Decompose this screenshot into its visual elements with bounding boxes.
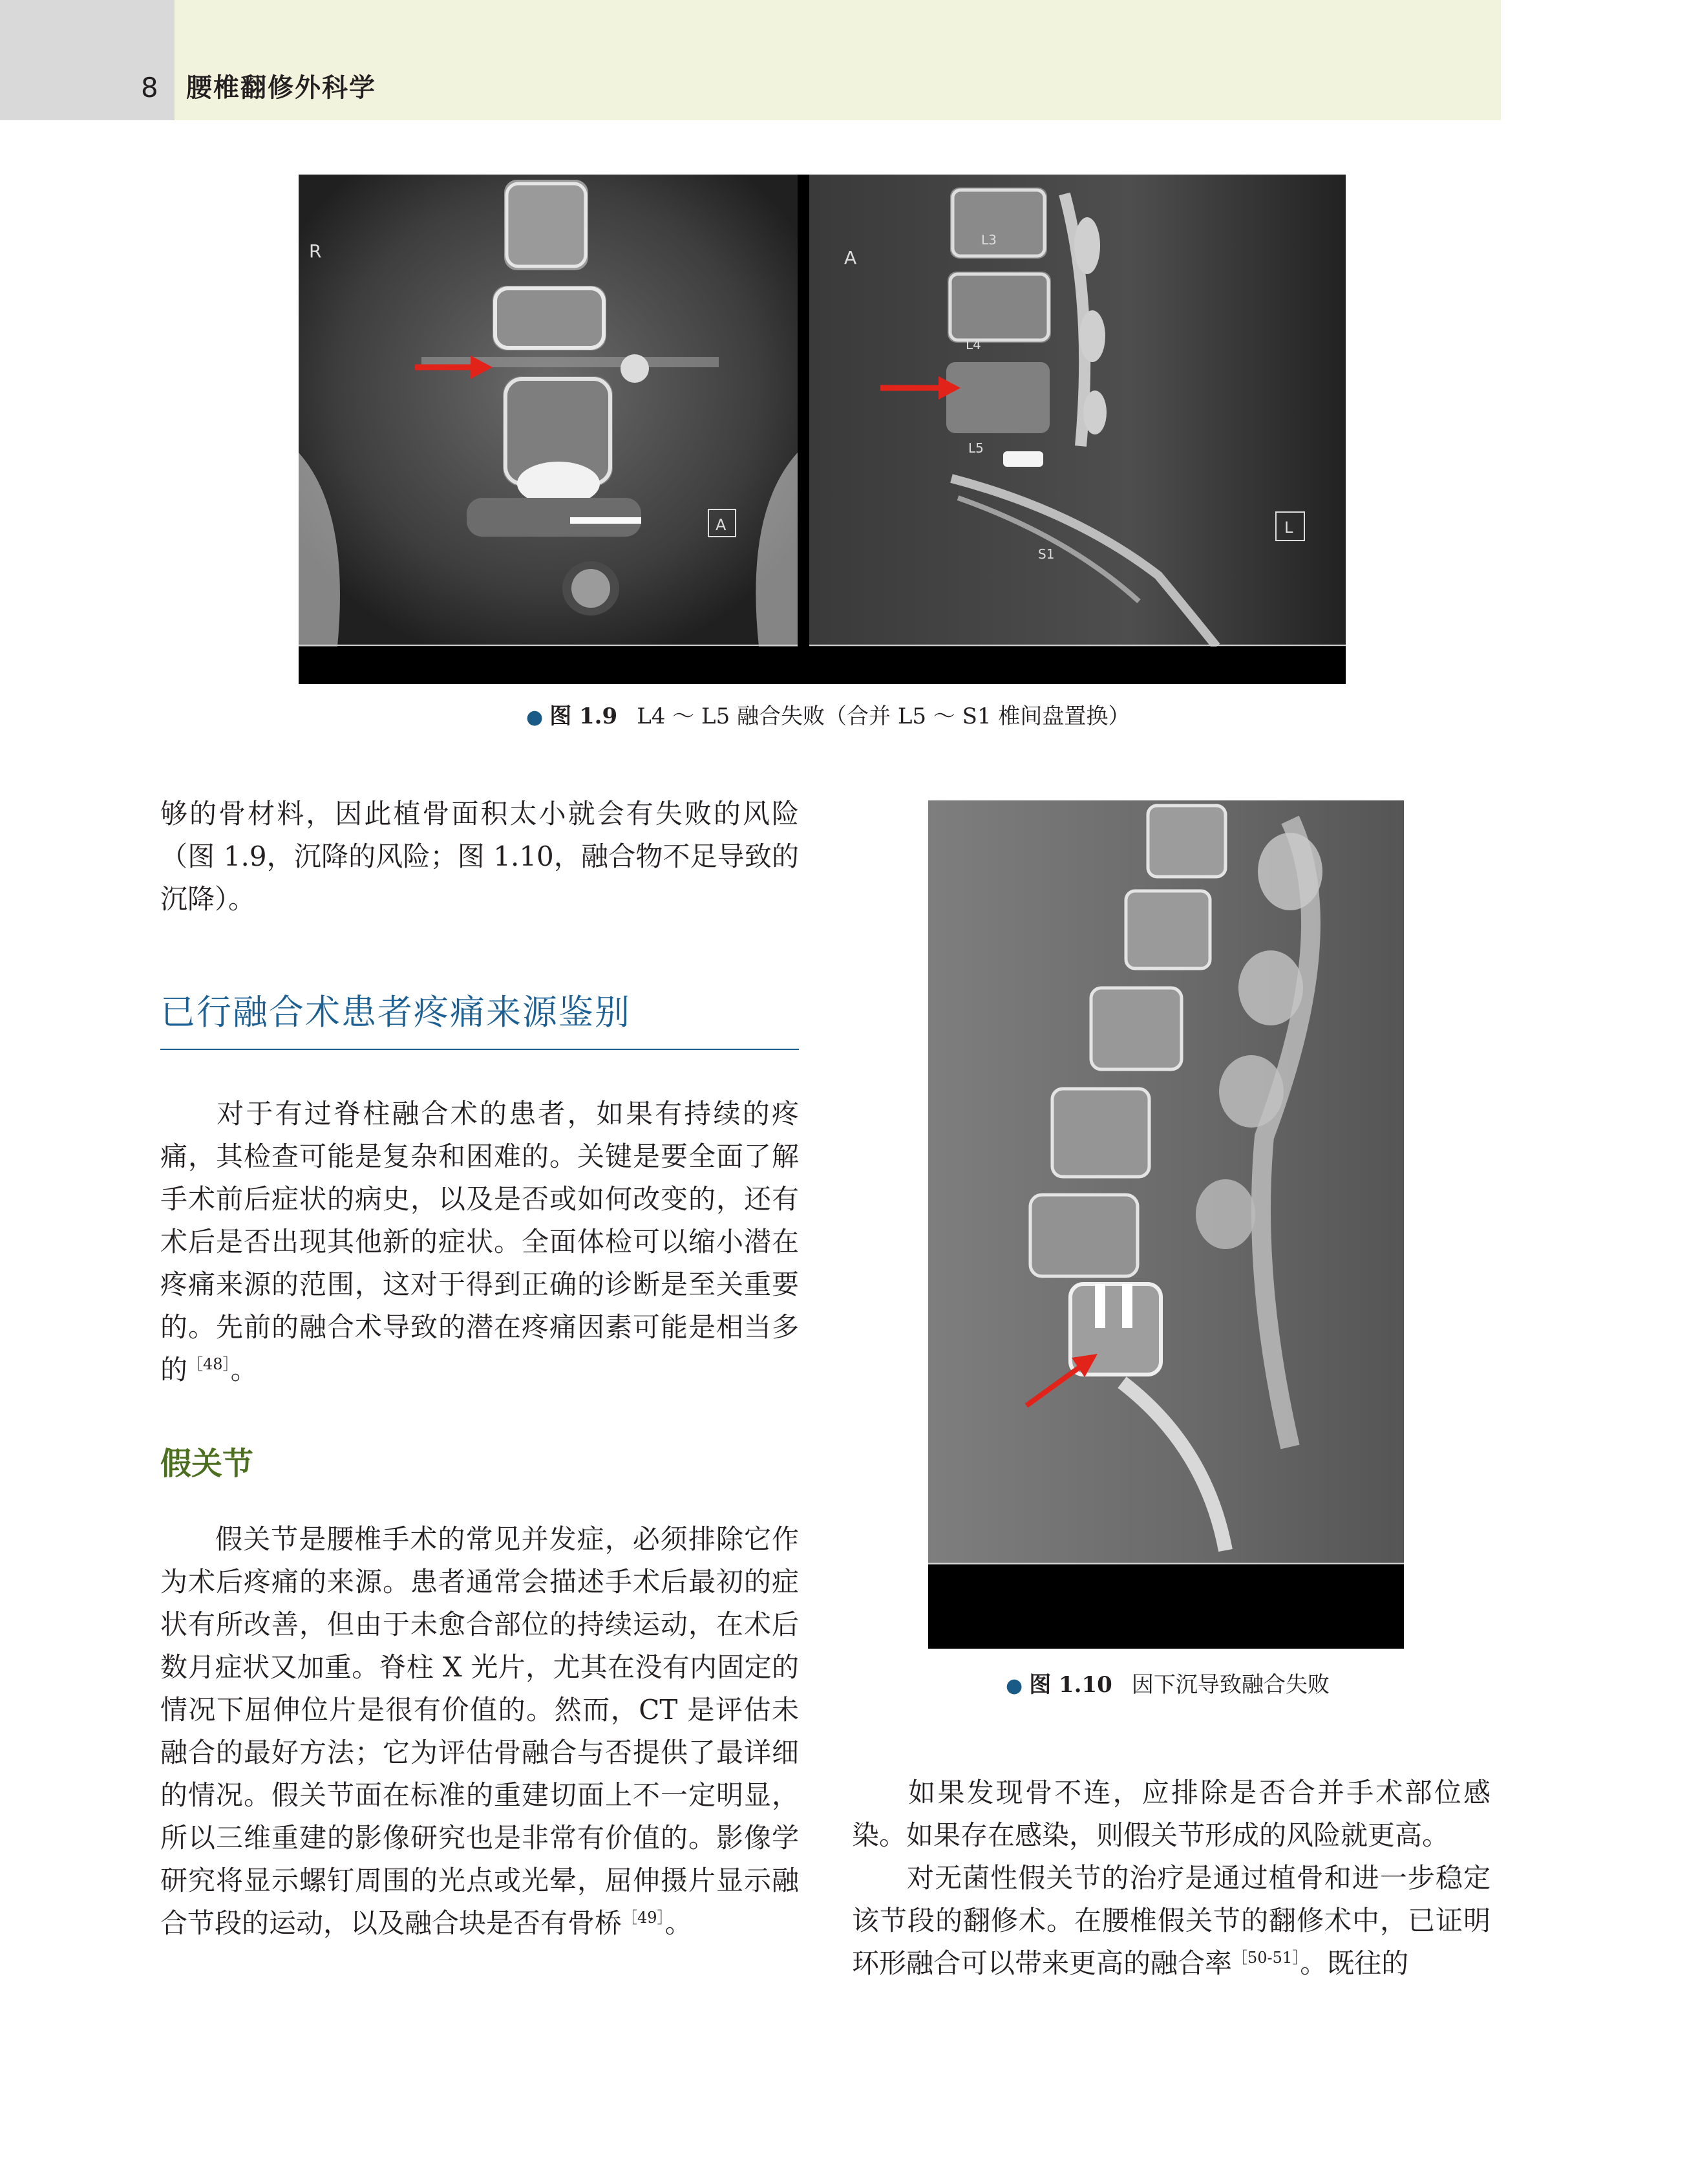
book-title: 腰椎翻修外科学 — [186, 72, 376, 103]
citation-ref: ［50-51］ — [1232, 1949, 1300, 1967]
caption-number: 图 1.9 — [549, 703, 618, 729]
section-title: 已行融合术患者疼痛来源鉴别 — [160, 992, 631, 1033]
paragraph-text: 如果发现骨不连，应排除是否合并手术部位感染。如果存在感染，则假关节形成的风险就更高。 — [852, 1777, 1491, 1851]
right-paragraph-2 — [852, 1857, 1491, 1985]
figure-1-10 — [928, 800, 1404, 1649]
ct-right-panel — [809, 175, 1346, 647]
paragraph-text: 对于有过脊柱融合术的患者，如果有持续的疼痛，其检查可能是复杂和困难的。关键是要全面了解手术前后症状的病史，以及是否或如何改变的，还有术后是否出现其他新的症状。全面体检可以缩小潜在疼痛来源的范围，这对于得到正确的诊断是至关重要的。先前的融合术导致的潜在疼痛因素可能是相当多的 — [160, 1098, 799, 1386]
right-paragraph-1 — [852, 1772, 1491, 1857]
figure-1-10-caption — [1006, 1671, 1330, 1700]
intro-text: 够的骨材料，因此植骨面积太小就会有失败的风险（图 1.9，沉降的风险；图 1.10，融合物不足导致的沉降）。 — [160, 798, 799, 915]
section-paragraph-1 — [160, 1093, 799, 1391]
section-divider — [160, 1049, 799, 1050]
ct-left-panel — [299, 175, 798, 647]
paragraph-end: 。既往的 — [1300, 1947, 1409, 1979]
caption-number: 图 1.10 — [1029, 1672, 1112, 1698]
paragraph-end: 。 — [230, 1354, 258, 1386]
citation-ref: ［49］ — [622, 1909, 665, 1927]
paragraph-text: 对无菌性假关节的治疗是通过植骨和进一步稳定该节段的翻修术。在腰椎假关节的翻修术中，已证明环形融合可以带来更高的融合率 — [852, 1862, 1491, 1979]
caption-bullet-icon: ● — [526, 706, 544, 729]
paragraph-end: 。 — [664, 1907, 692, 1939]
level-s1: S1 — [1038, 546, 1055, 562]
figure-1-9 — [299, 175, 1346, 684]
left-box-label: A — [716, 516, 727, 534]
caption-text: 因下沉导致融合失败 — [1131, 1672, 1330, 1698]
level-l4: L4 — [966, 337, 981, 352]
intro-paragraph — [160, 793, 799, 921]
left-orientation-label: R — [309, 241, 322, 262]
paragraph-text: 假关节是腰椎手术的常见并发症，必须排除它作为术后疼痛的来源。患者通常会描述手术后最初的症状有所改善，但由于未愈合部位的持续运动，在术后数月症状又加重。脊柱 X 光片，尤其在没有内固定的情况下屈伸位片是很有价值的。然而，CT 是评估未融合的最好方法；它为评估骨融合与否提供了最详细的情况。假关节面在标准的重建切面上不一定明显，所以三维重建的影像研究也是非常有价值的。影像学研究将显示螺钉周围的光点或光晕，屈伸摄片显示融合节段的运动，以及融合块是否有骨桥 — [160, 1523, 799, 1939]
level-l3: L3 — [981, 232, 997, 248]
right-orientation-label: A — [844, 247, 857, 268]
figure-1-9-caption — [526, 702, 1130, 732]
caption-bullet-icon: ● — [1006, 1675, 1023, 1697]
citation-ref: ［48］ — [187, 1355, 231, 1373]
caption-text: L4 ～ L5 融合失败（合并 L5 ～ S1 椎间盘置换） — [637, 703, 1130, 729]
level-l5: L5 — [968, 440, 984, 456]
page-number: 8 — [141, 72, 158, 103]
section-paragraph-2 — [160, 1518, 799, 1945]
subsection-title: 假关节 — [160, 1446, 254, 1482]
right-box-label: L — [1284, 519, 1293, 537]
